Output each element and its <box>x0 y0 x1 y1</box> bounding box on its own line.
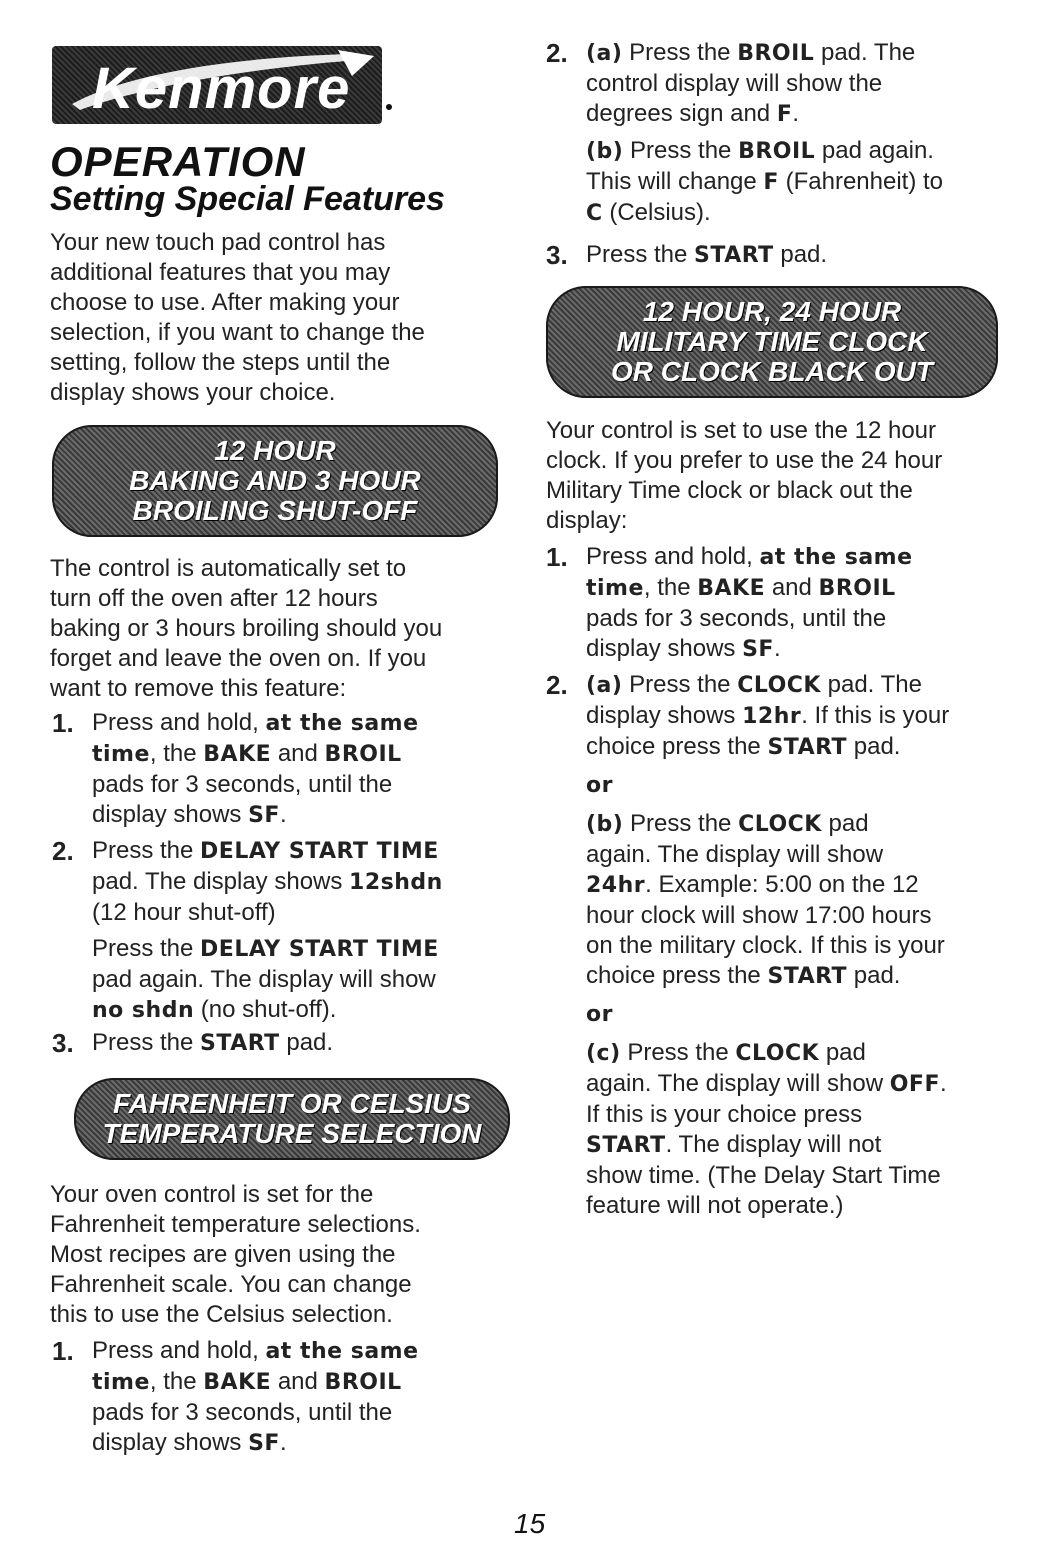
banner-temperature: FAHRENHEIT OR CELSIUS TEMPERATURE SELECTION <box>74 1078 510 1160</box>
temperature-step-1: 1. Press and hold, at the same time, the BAKE and BROIL pads for 3 seconds, until the display shows SF. <box>52 1336 419 1456</box>
shutoff-step-1: 1. Press and hold, at the same time, the BAKE and BROIL pads for 3 seconds, until the display shows SF. <box>52 708 419 828</box>
clock-step-2: 2. (a) Press the CLOCK pad. The display shows 12hr. If this is your choice press the START pad. or (b) Press the CLOCK pad again. The display will show 24hr. Example: 5:00 on the 12 hour clock will show 17:00 hours on the military clock. If this is your choice press the START pad. or (c) Press the CLOCK pad again. The display will show OFF. If this is your choice press START. The display will not show time. (The Delay Start Time feature will not operate.) <box>546 670 950 1219</box>
logo-text: Kenmore <box>92 56 351 121</box>
shutoff-step-3: 3. Press the START pad. <box>52 1028 334 1058</box>
intro-paragraph: Your new touch pad control has additional features that you may choose to use. After making your selection, if you want to change the setting, follow the steps until the display shows your choice. <box>50 229 425 406</box>
clock-step-1: 1. Press and hold, at the same time, the BAKE and BROIL pads for 3 seconds, until the display shows SF. <box>546 542 913 662</box>
temperature-step-3: 3. Press the START pad. <box>546 240 828 270</box>
kenmore-logo <box>52 46 382 124</box>
banner-clock: 12 HOUR, 24 HOUR MILITARY TIME CLOCK OR CLOCK BLACK OUT <box>546 286 998 398</box>
page-number: 15 <box>514 1508 546 1539</box>
page-title: Setting Special Features <box>50 180 445 218</box>
logo-registered-dot <box>386 104 392 110</box>
shutoff-paragraph: The control is automatically set to turn off the oven after 12 hours baking or 3 hours broiling should you forget and leave the oven on. If you want to remove this feature: <box>50 555 443 702</box>
temperature-paragraph: Your oven control is set for the Fahrenheit temperature selections. Most recipes are given using the Fahrenheit scale. You can change this to use the Celsius selection. <box>50 1181 421 1328</box>
clock-paragraph: Your control is set to use the 12 hour clock. If you prefer to use the 24 hour Military Time clock or black out the display: <box>546 417 943 534</box>
banner-shutoff: 12 HOUR BAKING AND 3 HOUR BROILING SHUT-OFF <box>52 425 498 537</box>
shutoff-step-2: 2. Press the DELAY START TIME pad. The display shows 12shdn (12 hour shut-off) Press the DELAY START TIME pad again. The display will show no shdn (no shut-off). <box>52 836 443 1023</box>
section-label: OPERATION <box>50 138 306 185</box>
temperature-step-2: 2. (a) Press the BROIL pad. The control display will show the degrees sign and F. (b) Press the BROIL pad again. This will change F (Fahrenheit) to C (Celsius). <box>546 38 944 226</box>
